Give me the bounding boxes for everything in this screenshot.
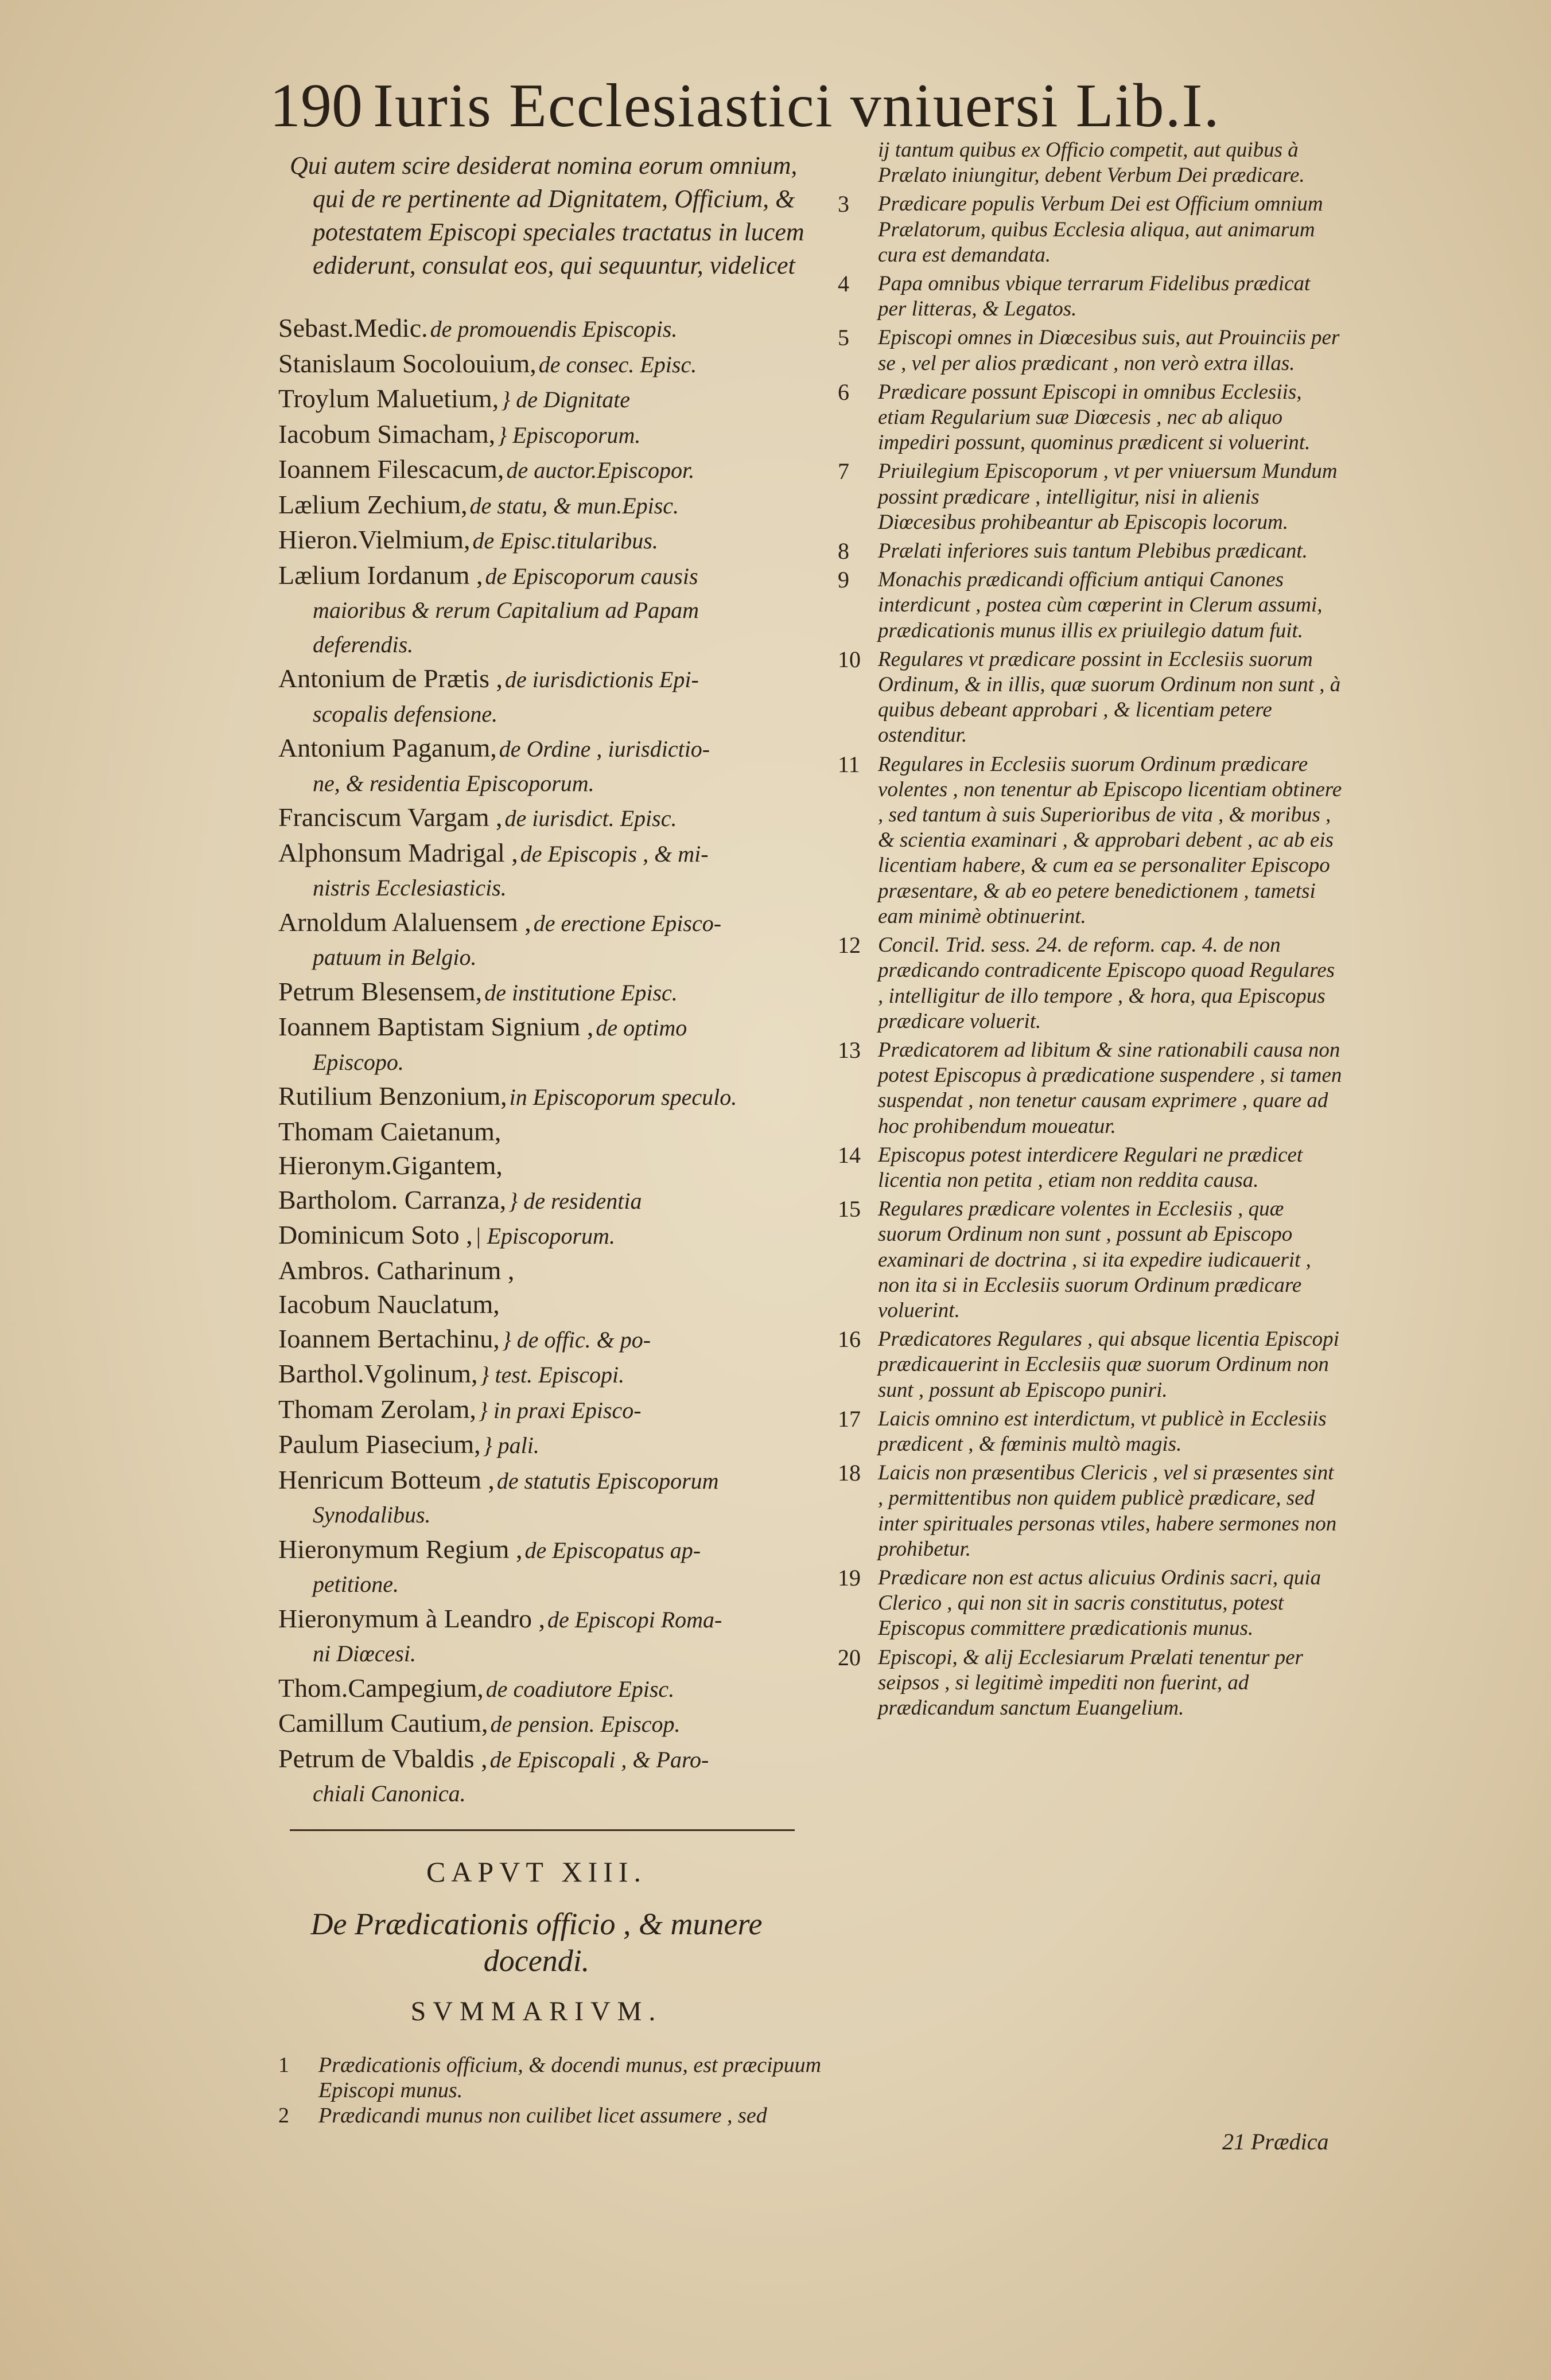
summary-text: Regulares vt prædicare possint in Ecclesiis suorum Ordinum, & in illis, quæ suorum Ordinum non sunt , à quibus debeant approbari , & licentiam petere ostenditur. xyxy=(878,647,1341,747)
author-name: Hieron.Vielmium, xyxy=(278,525,471,554)
author-work: de Episcopatus ap- xyxy=(524,1537,701,1563)
author-entry xyxy=(278,381,829,417)
summary-item xyxy=(838,325,1343,376)
author-entry xyxy=(278,1637,829,1671)
author-work: } Episcoporum. xyxy=(497,422,641,448)
author-entry xyxy=(278,1742,829,1777)
author-work: de pension. Episcop. xyxy=(490,1711,681,1737)
summary-text: Prædicare non est actus alicuius Ordinis sacri, quia Clerico , qui non sit in sacris constitutus, potest Episcopus committere prædicationis munus. xyxy=(878,1565,1321,1641)
summary-number xyxy=(838,138,878,188)
author-entry xyxy=(278,1322,829,1357)
author-work: } in praxi Episco- xyxy=(478,1397,642,1423)
author-entry xyxy=(278,1010,829,1045)
author-work: } pali. xyxy=(483,1432,539,1458)
author-work: de optimo xyxy=(596,1015,687,1041)
author-work: de institutione Episc. xyxy=(484,979,678,1006)
summary-text: ij tantum quibus ex Officio competit, aut quibus à Prælato iniungitur, debent Verbum Dei prædicare. xyxy=(878,138,1305,188)
author-entry xyxy=(278,1045,829,1080)
summary-item xyxy=(838,1143,1343,1193)
author-entry xyxy=(278,1357,829,1392)
summary-item xyxy=(838,271,1343,322)
author-entry xyxy=(278,1463,829,1498)
author-entry xyxy=(278,766,829,801)
summary-text: Prædicatores Regulares , qui absque licentia Episcopi prædicauerint in Ecclesiis quæ suorum Ordinum non sunt , possunt ab Episcopo puniri. xyxy=(878,1327,1339,1402)
author-entry xyxy=(278,593,829,628)
author-name: Ioannem Filescacum, xyxy=(278,454,504,484)
author-entry xyxy=(278,558,829,594)
summary-text: Prædicationis officium, & docendi munus, est præcipuum Episcopi munus. xyxy=(318,2052,822,2102)
author-work: de statu, & mun.Episc. xyxy=(469,492,679,519)
summary-item xyxy=(278,2103,829,2128)
author-work: patuum in Belgio. xyxy=(313,944,477,970)
summary-text: Concil. Trid. sess. 24. de reform. cap. 4. de non prædicando contradicente Episcopo quoad Regulares , intelligitur de illo tempore , & hora, qua Episcopus prædicare voluerit. xyxy=(878,933,1335,1033)
summary-text: Episcopus potest interdicere Regulari ne prædicet licentia non petita , etiam non reddita causa. xyxy=(878,1143,1303,1192)
author-name: Alphonsum Madrigal , xyxy=(278,838,518,867)
author-work: de consec. Episc. xyxy=(538,351,697,377)
summary-number: 19 xyxy=(838,1564,861,1591)
author-work: petitione. xyxy=(313,1571,399,1597)
author-entry xyxy=(278,975,829,1010)
author-work: de Episcopali , & Paro- xyxy=(489,1746,709,1773)
summary-number: 8 xyxy=(838,538,849,564)
summary-number: 9 xyxy=(838,567,849,593)
author-work: maioribus & rerum Capitalium ad Papam xyxy=(313,597,699,623)
author-entry xyxy=(278,1079,829,1115)
summary-text: Episcopi, & alij Ecclesiarum Prælati tenentur per seipsos , si legitimè impediti non fuerint, ad prædicandum sanctum Euangelium. xyxy=(878,1645,1303,1720)
author-name: Ambros. Catharinum , xyxy=(278,1255,515,1285)
author-name: Sebast.Medic. xyxy=(278,313,428,342)
summary-item xyxy=(838,192,1343,268)
author-name: Antonium de Prætis , xyxy=(278,664,503,693)
author-name: Lælium Zechium, xyxy=(278,489,468,519)
left-column xyxy=(278,149,829,2128)
author-entry xyxy=(278,1532,829,1568)
author-name: Troylum Maluetium, xyxy=(278,384,499,413)
summary-number: 10 xyxy=(838,646,861,672)
author-name: Stanislaum Socolouium, xyxy=(278,348,537,378)
author-work: } de residentia xyxy=(508,1187,642,1214)
author-entry xyxy=(278,1567,829,1602)
author-name: Dominicum Soto , xyxy=(278,1220,473,1249)
author-entry xyxy=(278,1706,829,1742)
page-number: 190 xyxy=(270,72,363,140)
author-name: Rutilium Benzonium, xyxy=(278,1081,507,1111)
summary-text: Laicis omnino est interdictum, vt publicè in Ecclesiis prædicent , & fœminis multò magis. xyxy=(878,1407,1327,1456)
author-entry xyxy=(278,1183,829,1218)
author-work: de statutis Episcoporum xyxy=(496,1467,719,1494)
summary-number: 17 xyxy=(838,1405,861,1432)
running-header xyxy=(270,69,1360,143)
summary-number: 16 xyxy=(838,1326,861,1353)
author-work: } de Dignitate xyxy=(501,387,631,412)
author-name: Hieronymum à Leandro , xyxy=(278,1603,545,1633)
author-entry xyxy=(278,311,829,346)
author-name: Thom.Campegium, xyxy=(278,1673,484,1703)
author-entry xyxy=(278,836,829,871)
author-name: Antonium Paganum, xyxy=(278,733,497,762)
author-name: Petrum de Vbaldis , xyxy=(278,1743,488,1773)
author-work: Episcopo. xyxy=(313,1049,404,1075)
summary-item xyxy=(838,752,1343,929)
summary-number: 12 xyxy=(838,932,861,959)
author-work: de erectione Episco- xyxy=(533,910,722,936)
catchword: 21 Prædica xyxy=(1222,2129,1329,2155)
author-entry xyxy=(278,1218,829,1253)
summary-number: 14 xyxy=(838,1142,861,1168)
intro-paragraph: Qui autem scire desiderat nomina eorum omnium, qui de re pertinente ad Dignitatem, Officium, & potestatem Episcopi speciales tractatus in lucem ediderunt, consulat eos, qui sequuntur, videlicet xyxy=(290,151,804,279)
summary-number: 20 xyxy=(838,1644,861,1670)
summary-item xyxy=(838,647,1343,749)
author-work: scopalis defensione. xyxy=(313,700,498,727)
author-entry xyxy=(278,346,829,382)
section-rule xyxy=(290,1829,795,1831)
author-work: de coadiutore Episc. xyxy=(485,1676,675,1702)
summary-text: Regulares prædicare volentes in Ecclesiis , quæ suorum Ordinum non sunt , possunt ab Episcopo examinari de doctrina , si ita expedire iudicauerit , non ita si in Ecclesiis suorum Ordinum prædicare voluerint. xyxy=(878,1197,1311,1322)
author-work: de iurisdictionis Epi- xyxy=(505,667,699,692)
author-work: nistris Ecclesiasticis. xyxy=(313,875,507,901)
author-work: } test. Episcopi. xyxy=(480,1362,625,1388)
author-entry xyxy=(278,1602,829,1637)
author-entry xyxy=(278,697,829,731)
author-name: Barthol.Vgolinum, xyxy=(278,1359,478,1388)
author-entry xyxy=(278,523,829,558)
author-work: Synodalibus. xyxy=(313,1502,431,1528)
summary-text: Laicis non præsentibus Clericis , vel si præsentes sint , permittentibus non quidem publicè prædicare, sed inter spirituales personas vtiles, habere sermones non prohibetur. xyxy=(878,1461,1337,1561)
author-name: Ioannem Baptistam Signium , xyxy=(278,1012,594,1041)
summary-item xyxy=(838,567,1343,644)
author-work: de Episcoporum causis xyxy=(485,563,698,589)
summary-number: 4 xyxy=(838,271,849,297)
author-entry xyxy=(278,905,829,941)
summary-item xyxy=(838,1407,1343,1457)
author-entry xyxy=(278,1115,829,1149)
summary-item xyxy=(838,539,1343,564)
author-name: Arnoldum Alaluensem , xyxy=(278,907,531,937)
author-name: Iacobum Nauclatum, xyxy=(278,1290,500,1319)
summary-text: Episcopi omnes in Diœcesibus suis, aut Prouinciis per se , vel per alios prædicant , non verò extra illas. xyxy=(878,326,1340,375)
author-entry xyxy=(278,871,829,905)
summary-item xyxy=(838,1645,1343,1721)
author-work: de promouendis Episcopis. xyxy=(430,316,678,342)
author-entry xyxy=(278,488,829,523)
author-name: Petrum Blesensem, xyxy=(278,976,483,1006)
summary-item xyxy=(838,138,1343,188)
summary-number: 5 xyxy=(838,325,849,351)
chapter-heading: CAPVT XIII. xyxy=(426,1855,647,1888)
summary-item xyxy=(278,2052,829,2103)
summary-text: Priuilegium Episcoporum , vt per vniuersum Mundum possint prædicare , intelligitur, nisi in alienis Diœcesibus prohibeantur ab Episcopis locorum. xyxy=(878,459,1338,534)
author-name: Franciscum Vargam , xyxy=(278,803,503,832)
author-entry xyxy=(278,628,829,662)
summary-item xyxy=(838,1460,1343,1562)
author-work: de Episcopis , & mi- xyxy=(520,840,709,867)
summary-text: Regulares in Ecclesiis suorum Ordinum prædicare volentes , non tenentur ab Episcopo licentiam obtinere , sed tantum à suis Superioribus de vita , & moribus , & scientia examinari , & approbari debent , ac ab eis licentiam habere, & cum ea se personaliter Episcopo præsentare, & ab eo petere benedictionem , tametsi eam minimè obtinuerint. xyxy=(878,752,1342,928)
chapter-title: De Prædicationis officio , & munere docendi. xyxy=(310,1906,763,1978)
author-work: de Episcopi Roma- xyxy=(547,1606,722,1633)
author-work: de Episc.titularibus. xyxy=(472,528,658,554)
author-work: de Ordine , iurisdictio- xyxy=(499,736,710,762)
summary-number: 15 xyxy=(838,1196,861,1222)
summary-text: Prædicare possunt Episcopi in omnibus Ecclesiis, etiam Regularium suæ Diœcesis , nec ab aliquo impediri possunt, quominus prædicent si voluerint. xyxy=(878,380,1311,455)
author-work: | Episcoporum. xyxy=(475,1223,615,1249)
author-entry xyxy=(278,731,829,766)
summary-number: 6 xyxy=(838,379,849,405)
author-name: Ioannem Bertachinu, xyxy=(278,1323,500,1353)
summary-number: 3 xyxy=(838,191,849,217)
author-work: ni Diœcesi. xyxy=(313,1641,416,1666)
author-list xyxy=(278,311,829,1811)
author-name: Hieronym.Gigantem, xyxy=(278,1151,503,1180)
summarium-heading: SVMMARIVM. xyxy=(410,1996,663,2027)
author-entry xyxy=(278,1148,829,1183)
author-entry xyxy=(278,1671,829,1707)
summary-number: 13 xyxy=(838,1037,861,1063)
author-name: Bartholom. Carranza, xyxy=(278,1185,507,1214)
author-entry xyxy=(278,940,829,975)
author-entry xyxy=(278,1392,829,1428)
author-work: de iurisdict. Episc. xyxy=(504,805,677,831)
author-name: Paulum Piasecium, xyxy=(278,1429,481,1459)
running-title: Iuris Ecclesiastici vniuersi Lib.I. xyxy=(373,72,1220,140)
author-entry xyxy=(278,1287,829,1322)
summary-text: Papa omnibus vbique terrarum Fidelibus prædicat per litteras, & Legatos. xyxy=(878,272,1311,321)
author-entry xyxy=(278,1498,829,1532)
author-name: Thomam Caietanum, xyxy=(278,1116,502,1146)
author-entry xyxy=(278,452,829,488)
summary-list-left xyxy=(278,2052,829,2128)
author-work: in Episcoporum speculo. xyxy=(509,1084,737,1110)
author-work: de auctor.Episcopor. xyxy=(506,457,695,483)
author-work: ne, & residentia Episcoporum. xyxy=(313,770,594,796)
summary-item xyxy=(838,1038,1343,1139)
summary-item xyxy=(838,459,1343,535)
summary-text: Prælati inferiores suis tantum Plebibus prædicant. xyxy=(878,539,1308,563)
summary-text: Prædicare populis Verbum Dei est Officium omnium Prælatorum, quibus Ecclesia aliqua, aut animarum cura est demandata. xyxy=(878,192,1323,267)
summary-text: Monachis prædicandi officium antiqui Canones interdicunt , postea cùm cœperint in Clerum assumi, prædicationis munus illis ex priuilegio datum fuit. xyxy=(878,568,1323,642)
author-work: chiali Canonica. xyxy=(313,1781,466,1806)
summary-list-right xyxy=(838,138,1343,1724)
summary-item xyxy=(838,1327,1343,1403)
author-entry xyxy=(278,661,829,697)
author-entry xyxy=(278,417,829,453)
author-name: Camillum Cautium, xyxy=(278,1708,488,1738)
author-entry xyxy=(278,1777,829,1811)
summary-number: 1 xyxy=(278,2052,289,2077)
summary-number: 18 xyxy=(838,1460,861,1486)
summary-item xyxy=(838,933,1343,1034)
author-entry xyxy=(278,1253,829,1288)
author-entry xyxy=(278,1427,829,1463)
author-name: Lælium Iordanum , xyxy=(278,560,483,590)
author-work: deferendis. xyxy=(313,631,414,657)
author-name: Hieronymum Regium , xyxy=(278,1534,523,1564)
author-name: Iacobum Simacham, xyxy=(278,419,496,449)
summary-text: Prædicatorem ad libitum & sine rationabili causa non potest Episcopus à prædicatione suspendere , si tamen suspendat , non tenetur causam exprimere , quare ad hoc prohibendum moueatur. xyxy=(878,1038,1342,1138)
author-name: Henricum Botteum , xyxy=(278,1464,495,1494)
summary-text: Prædicandi munus non cuilibet licet assumere , sed xyxy=(318,2103,767,2128)
summary-item xyxy=(838,1565,1343,1642)
summary-item xyxy=(838,1197,1343,1323)
summary-number: 11 xyxy=(838,751,860,777)
summary-item xyxy=(838,380,1343,456)
author-name: Thomam Zerolam, xyxy=(278,1394,476,1424)
author-work: } de offic. & po- xyxy=(502,1326,651,1353)
summary-number: 2 xyxy=(278,2103,289,2128)
author-entry xyxy=(278,800,829,836)
summary-number: 7 xyxy=(838,458,849,485)
